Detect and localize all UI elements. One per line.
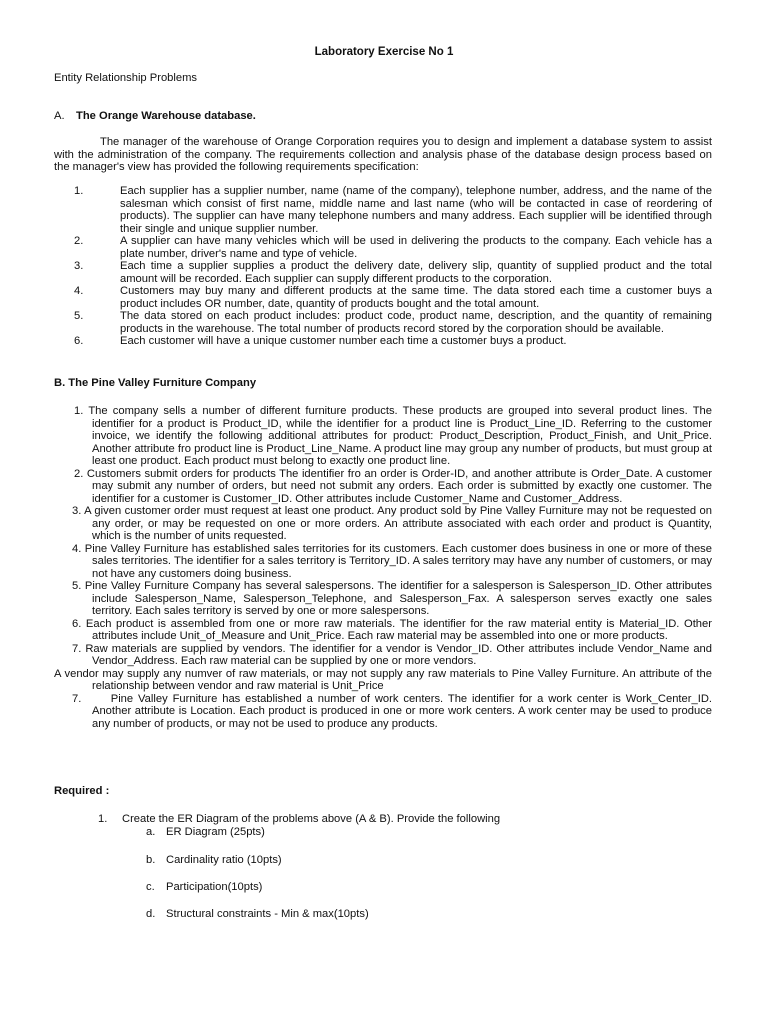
list-item bbox=[74, 643, 712, 668]
list-item bbox=[74, 468, 712, 506]
item-text: The company sells a number of different furniture products. These products are grouped into several product lines. The identifier for a product is Product_ID, while the identifier for a product line is Product_Line_ID. Referring to the customer invoice, we identify the following additional attributes for product: Product_Description, Product_Finish, and Unit_Price. Another attribute fro product line is Product_Line_Name. A product line may group any number of products, but must group at least one product. Each product must belong to exactly one product line. bbox=[88, 405, 712, 467]
item-text: Customers may buy many and different products at the same time. The data stored each time a customer buys a product includes OR number, date, quantity of products bought and the total amount. bbox=[120, 285, 712, 310]
subitem-letter: a. bbox=[146, 826, 156, 838]
item-number: 5. bbox=[72, 580, 85, 592]
subitem-text: Structural constraints - Min & max(10pts) bbox=[166, 908, 369, 920]
list-item bbox=[54, 185, 712, 235]
item-number: 1. bbox=[74, 405, 89, 417]
list-item bbox=[74, 405, 712, 468]
item-number: 2. bbox=[74, 235, 84, 247]
list-item bbox=[74, 693, 712, 731]
subitem-text: ER Diagram (25pts) bbox=[166, 826, 265, 838]
required-subitem bbox=[146, 881, 262, 894]
subitem-letter: d. bbox=[146, 908, 156, 920]
item-text: Raw materials are supplied by vendors. The identifier for a vendor is Vendor_ID. Other attributes include Vendor_Name and Vendor_Address. Each raw material can be supplied by one or more vendors. bbox=[85, 642, 712, 667]
item-number: 2. bbox=[74, 467, 87, 480]
list-item bbox=[54, 667, 712, 693]
list-item bbox=[54, 260, 712, 285]
item-text: The data stored on each product includes: product code, product name, description, and the quantity of remaining products in the warehouse. The total number of products record stored by the corporation should be available. bbox=[120, 310, 712, 335]
required-subitem bbox=[146, 908, 369, 921]
section-a-intro: The manager of the warehouse of Orange Corporation requires you to design and implement a database system to assist with the administration of the company. The requirements collection and analysis phase of the database design process based on the manager's view has provided the following requirements specification: bbox=[54, 136, 712, 173]
list-item bbox=[74, 580, 712, 618]
item-number: 4. bbox=[72, 542, 85, 555]
item-text: Pine Valley Furniture has established a number of work centers. The identifier for a work center is Work_Center_ID. Another attribute is Location. Each product is produced in one or more work centers. A work center may be used to produce any number of products, or may not be used to produce any products. bbox=[92, 692, 713, 730]
required-heading: Required : bbox=[54, 785, 110, 797]
required-subitem bbox=[146, 854, 282, 867]
item-number: 1. bbox=[98, 813, 108, 825]
list-item bbox=[74, 543, 712, 581]
item-number: 6. bbox=[72, 617, 86, 630]
list-item bbox=[54, 235, 712, 260]
required-subitem bbox=[146, 826, 265, 839]
item-text: Each supplier has a supplier number, name (name of the company), telephone number, address, and the name of the salesman which consist of first name, middle name and last name (who will be contacted in case of reordering of products). The supplier can have many telephone numbers and many address. Each supplier will be identified through their single and unique supplier number. bbox=[120, 185, 712, 235]
item-text: Each time a supplier supplies a product the delivery date, delivery slip, quantity of supplied product and the total amount will be recorded. Each supplier can supply different products to the corporation. bbox=[120, 260, 712, 285]
item-text: Pine Valley Furniture Company has several salespersons. The identifier for a salesperson is Salesperson_ID. Other attributes include Salesperson_Name, Salesperson_Telephone, and Salesperson_Fax. A salesperson serves exactly one sales territory. Each sales territory is served by one or more salespersons. bbox=[84, 580, 712, 617]
page-title: Laboratory Exercise No 1 bbox=[314, 46, 454, 58]
section-a-list bbox=[54, 185, 712, 348]
item-number: 6. bbox=[74, 335, 84, 347]
section-a-letter: A. bbox=[54, 110, 65, 122]
required-item bbox=[98, 813, 500, 826]
subitem-text: Cardinality ratio (10pts) bbox=[166, 854, 282, 866]
item-number: 7. bbox=[72, 642, 86, 655]
item-number: 7. bbox=[72, 692, 111, 705]
list-item bbox=[74, 505, 712, 543]
list-item bbox=[54, 335, 712, 348]
item-text: Create the ER Diagram of the problems above (A & B). Provide the following bbox=[122, 813, 501, 825]
item-text: Customers submit orders for products The identifier fro an order is Order-ID, and another attribute is Order_Date. A customer may submit any number of orders, but need not submit any orders. Each order is submitted by exactly one customer. The identifier for a customer is Customer_ID. Other attributes include Customer_Name and Customer_Address. bbox=[86, 467, 712, 505]
item-text: A vendor may supply any numver of raw materials, or may not supply any raw materials to Pine Valley Furniture. An attribute of the relationship between vendor and raw material is Unit_Price bbox=[54, 667, 712, 692]
subitem-text: Participation(10pts) bbox=[166, 881, 263, 893]
item-number: 4. bbox=[74, 285, 84, 297]
section-a-heading bbox=[54, 110, 256, 123]
list-item bbox=[54, 310, 712, 335]
item-text: A supplier can have many vehicles which will be used in delivering the products to the company. Each vehicle has a plate number, driver's name and type of vehicle. bbox=[120, 235, 712, 260]
page-subtitle: Entity Relationship Problems bbox=[54, 72, 198, 84]
item-number: 3. bbox=[74, 260, 84, 272]
section-b-heading: B. The Pine Valley Furniture Company bbox=[54, 377, 257, 389]
item-text: Each customer will have a unique customer number each time a customer buys a product. bbox=[120, 335, 567, 347]
item-number: 1. bbox=[74, 185, 84, 197]
subitem-letter: b. bbox=[146, 854, 156, 866]
item-text: A given customer order must request at least one product. Any product sold by Pine Valley Furniture may not be requested on any order, or may be requested on one or more orders. An attribute associated with each order and product is Quantity, which is the number of units requested. bbox=[84, 505, 712, 542]
item-number: 5. bbox=[74, 310, 84, 322]
item-text: Each product is assembled from one or more raw materials. The identifier for the raw material entity is Material_ID. Other attributes include Unit_of_Measure and Unit_Price. Each raw material may be assembled into one or more products. bbox=[85, 617, 712, 642]
section-b-list bbox=[54, 405, 713, 730]
section-a-title: The Orange Warehouse database. bbox=[76, 110, 256, 122]
list-item bbox=[74, 618, 712, 643]
item-text: Pine Valley Furniture has established sales territories for its customers. Each customer does business in one or more of these sales territories. The identifier for a sales territory is Territory_ID. A sales territory may have any number of customers, or may not have any customers doing business. bbox=[84, 542, 712, 580]
list-item bbox=[54, 285, 712, 310]
item-number: 3. bbox=[72, 505, 85, 517]
subitem-letter: c. bbox=[146, 881, 155, 893]
